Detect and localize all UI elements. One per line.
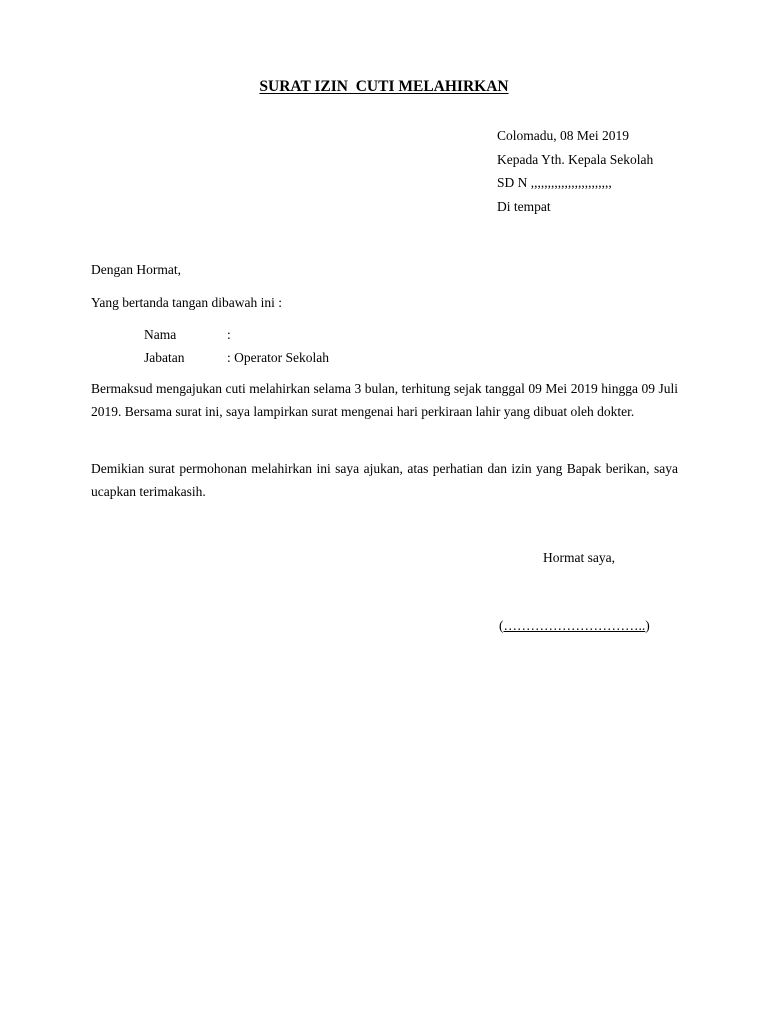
letter-title: SURAT IZIN CUTI MELAHIRKAN — [259, 78, 509, 95]
signature-close: ) — [645, 618, 650, 633]
nama-label: Nama — [144, 327, 177, 342]
greeting: Dengan Hormat, — [91, 262, 181, 277]
recipient-location: Di tempat — [497, 198, 551, 214]
recipient-school: SD N ,,,,,,,,,,,,,,,,,,,,,,,, — [497, 175, 612, 190]
recipient-block — [497, 124, 653, 218]
field-row-jabatan — [144, 350, 329, 366]
recipient-to: Kepada Yth. Kepala Sekolah — [497, 151, 654, 167]
signature-dots: ………………………….. — [503, 618, 646, 633]
paragraph-closing: Demikian surat permohonan melahirkan ini saya ajukan, atas perhatian dan izin yang Bapak berikan, saya ucapkan terimakasih. — [91, 461, 678, 499]
paragraph-request: Bermaksud mengajukan cuti melahirkan selama 3 bulan, terhitung sejak tanggal 09 Mei 2019 hingga 09 Juli 2019. Bersama surat ini, saya lampirkan surat mengenai hari perkiraan lahir yang dibuat oleh dokter. — [91, 381, 678, 419]
signature-open: ( — [499, 618, 504, 633]
nama-value: : — [227, 327, 231, 342]
jabatan-value: : Operator Sekolah — [227, 350, 329, 365]
jabatan-label: Jabatan — [144, 350, 185, 365]
closing-salutation: Hormat saya, — [543, 550, 615, 565]
signature-line — [499, 618, 650, 634]
place-date: Colomadu, 08 Mei 2019 — [497, 128, 629, 143]
intro-line: Yang bertanda tangan dibawah ini : — [91, 295, 282, 310]
field-row-nama — [144, 327, 231, 343]
